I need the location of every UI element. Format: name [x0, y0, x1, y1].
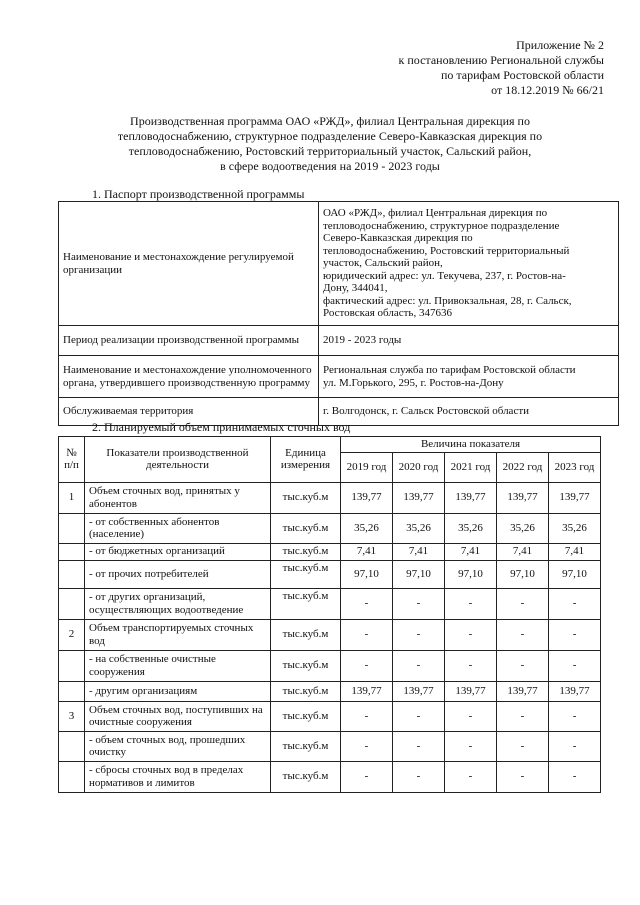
- row-num: [59, 588, 85, 619]
- passport-value-line: ОАО «РЖД», филиал Центральная дирекция по: [323, 207, 548, 220]
- passport-label: Наименование и местонахождение регулируемой организации: [59, 202, 319, 326]
- row-unit: тыс.куб.м: [271, 650, 341, 681]
- row-value: -: [445, 701, 497, 731]
- row-value: -: [341, 731, 393, 761]
- row-value: 7,41: [393, 543, 445, 560]
- passport-value-line: тепловодоснабжению, структурное подразделение: [323, 219, 560, 232]
- document-title: [60, 114, 600, 174]
- row-indicator: - объем сточных вод, прошедших очистку: [85, 731, 271, 761]
- row-value: 35,26: [393, 513, 445, 543]
- section1-heading: 1. Паспорт производственной программы: [92, 187, 305, 201]
- row-indicator: - сбросы сточных вод в пределах нормативов и лимитов: [85, 761, 271, 792]
- row-indicator: - от других организаций, осуществляющих водоотведение: [85, 588, 271, 619]
- row-value: -: [549, 650, 601, 681]
- row-unit: тыс.куб.м: [271, 513, 341, 543]
- col-header-indicator: Показатели производственной деятельности: [85, 437, 271, 483]
- passport-value-line: Региональная служба по тарифам Ростовской области: [323, 364, 576, 376]
- row-value: -: [393, 619, 445, 650]
- row-value: 139,77: [393, 482, 445, 513]
- table-row: [59, 560, 601, 588]
- passport-value: [319, 202, 619, 326]
- row-value: -: [445, 650, 497, 681]
- appendix-line: Приложение № 2: [516, 38, 604, 52]
- row-value: 97,10: [393, 560, 445, 588]
- row-value: 139,77: [445, 482, 497, 513]
- row-value: 7,41: [549, 543, 601, 560]
- passport-label: Обслуживаемая территория: [59, 398, 319, 426]
- row-value: 7,41: [445, 543, 497, 560]
- passport-value-line: г. Волгодонск, г. Сальск Ростовской области: [323, 405, 530, 418]
- col-header-year: 2020 год: [393, 452, 445, 482]
- row-value: -: [445, 619, 497, 650]
- passport-table: [58, 201, 619, 426]
- row-unit: тыс.куб.м: [271, 482, 341, 513]
- table-row: [59, 761, 601, 792]
- row-unit: тыс.куб.м: [271, 543, 341, 560]
- row-value: -: [341, 619, 393, 650]
- passport-value-line: 2019 - 2023 годы: [323, 334, 402, 347]
- row-unit: тыс.куб.м: [271, 731, 341, 761]
- row-value: 97,10: [445, 560, 497, 588]
- passport-value-line: Дону, 344041,: [323, 282, 388, 295]
- appendix-line: по тарифам Ростовской области: [440, 68, 604, 82]
- appendix-note: [399, 38, 604, 98]
- row-value: -: [393, 588, 445, 619]
- row-value: 35,26: [549, 513, 601, 543]
- title-line: тепловодоснабжению, Ростовский территориальный участок, Сальский район,: [128, 144, 532, 158]
- table-row: [59, 650, 601, 681]
- passport-value: [319, 356, 619, 398]
- row-indicator: - от прочих потребителей: [85, 560, 271, 588]
- row-value: -: [497, 701, 549, 731]
- row-indicator: Объем сточных вод, принятых у абонентов: [85, 482, 271, 513]
- row-value: -: [497, 619, 549, 650]
- table-row: [59, 513, 601, 543]
- passport-label: Наименование и местонахождение уполномоченного органа, утвердившего производственную программу: [59, 356, 319, 398]
- table-row: [59, 482, 601, 513]
- header-row: [59, 437, 601, 453]
- row-num: [59, 650, 85, 681]
- row-value: 139,77: [497, 482, 549, 513]
- row-value: -: [445, 731, 497, 761]
- row-num: 3: [59, 701, 85, 731]
- row-value: -: [341, 650, 393, 681]
- col-header-year: 2019 год: [341, 452, 393, 482]
- passport-value-line: Северо-Кавказская дирекция по: [323, 232, 473, 245]
- row-indicator: - на собственные очистные сооружения: [85, 650, 271, 681]
- row-value: -: [549, 731, 601, 761]
- row-unit: тыс.куб.м: [271, 560, 341, 588]
- table-row: [59, 701, 601, 731]
- row-indicator: Объем транспортируемых сточных вод: [85, 619, 271, 650]
- passport-value-line: тепловодоснабжению, Ростовский территориальный: [323, 244, 570, 257]
- col-header-year: 2021 год: [445, 452, 497, 482]
- row-value: -: [497, 731, 549, 761]
- passport-value-line: юридический адрес: ул. Текучева, 237, г. Ростов-на-: [323, 269, 566, 282]
- row-num: 1: [59, 482, 85, 513]
- row-indicator: - от собственных абонентов (население): [85, 513, 271, 543]
- title-line: Производственная программа ОАО «РЖД», филиал Центральная дирекция по: [130, 114, 530, 128]
- passport-value: [319, 398, 619, 426]
- volume-table: [58, 436, 601, 793]
- passport-row: [59, 326, 619, 356]
- row-num: [59, 761, 85, 792]
- row-value: 35,26: [497, 513, 549, 543]
- row-value: -: [549, 619, 601, 650]
- table-row: [59, 681, 601, 701]
- title-line: тепловодоснабжению, структурное подразделение Северо-Кавказская дирекция по: [117, 129, 543, 143]
- col-header-unit: Единица измерения: [271, 437, 341, 483]
- row-num: [59, 513, 85, 543]
- passport-row: [59, 356, 619, 398]
- row-value: 35,26: [341, 513, 393, 543]
- row-value: 7,41: [341, 543, 393, 560]
- row-value: -: [393, 650, 445, 681]
- col-header-value: Величина показателя: [341, 437, 601, 453]
- row-value: 139,77: [549, 482, 601, 513]
- col-header-year: 2022 год: [497, 452, 549, 482]
- row-value: 139,77: [341, 482, 393, 513]
- row-value: 97,10: [341, 560, 393, 588]
- table-row: [59, 588, 601, 619]
- row-value: -: [393, 761, 445, 792]
- row-unit: тыс.куб.м: [271, 701, 341, 731]
- row-value: 139,77: [341, 681, 393, 701]
- row-num: [59, 731, 85, 761]
- row-unit: тыс.куб.м: [271, 761, 341, 792]
- row-value: 139,77: [393, 681, 445, 701]
- row-unit: тыс.куб.м: [271, 681, 341, 701]
- row-value: -: [393, 731, 445, 761]
- row-indicator: Объем сточных вод, поступивших на очистные сооружения: [85, 701, 271, 731]
- row-indicator: - от бюджетных организаций: [85, 543, 271, 560]
- appendix-line: от 18.12.2019 № 66/21: [491, 83, 604, 97]
- table-row: [59, 731, 601, 761]
- col-header-year: 2023 год: [549, 452, 601, 482]
- passport-value-line: фактический адрес: ул. Привокзальная, 28, г. Сальск,: [323, 294, 572, 307]
- row-value: 97,10: [549, 560, 601, 588]
- row-value: -: [549, 761, 601, 792]
- table-row: [59, 619, 601, 650]
- appendix-line: к постановлению Региональной службы: [398, 53, 604, 67]
- row-num: [59, 681, 85, 701]
- passport-value: [319, 326, 619, 356]
- row-num: 2: [59, 619, 85, 650]
- row-num: [59, 560, 85, 588]
- row-value: -: [341, 701, 393, 731]
- row-value: -: [549, 588, 601, 619]
- row-unit: тыс.куб.м: [271, 619, 341, 650]
- row-num: [59, 543, 85, 560]
- row-value: -: [445, 588, 497, 619]
- row-value: -: [497, 588, 549, 619]
- row-value: 139,77: [497, 681, 549, 701]
- passport-label: Период реализации производственной программы: [59, 326, 319, 356]
- row-value: -: [341, 761, 393, 792]
- row-value: 7,41: [497, 543, 549, 560]
- title-line: в сфере водоотведения на 2019 - 2023 годы: [220, 159, 440, 173]
- col-header-num: № п/п: [59, 437, 85, 483]
- passport-value-line: ул. М.Горького, 295, г. Ростов-на-Дону: [323, 376, 504, 389]
- row-value: 97,10: [497, 560, 549, 588]
- passport-value-line: Ростовская область, 347636: [323, 307, 452, 320]
- row-value: -: [393, 701, 445, 731]
- section2-heading: 2. Планируемый объем принимаемых сточных вод: [92, 420, 351, 434]
- row-value: 139,77: [445, 681, 497, 701]
- row-indicator: - другим организациям: [85, 681, 271, 701]
- row-value: -: [341, 588, 393, 619]
- table-row: [59, 543, 601, 560]
- row-value: -: [445, 761, 497, 792]
- row-value: -: [549, 701, 601, 731]
- passport-value-line: участок, Сальский район,: [323, 257, 443, 270]
- row-value: 35,26: [445, 513, 497, 543]
- row-value: 139,77: [549, 681, 601, 701]
- passport-row: [59, 202, 619, 326]
- row-value: -: [497, 650, 549, 681]
- row-unit: тыс.куб.м: [271, 588, 341, 619]
- row-value: -: [497, 761, 549, 792]
